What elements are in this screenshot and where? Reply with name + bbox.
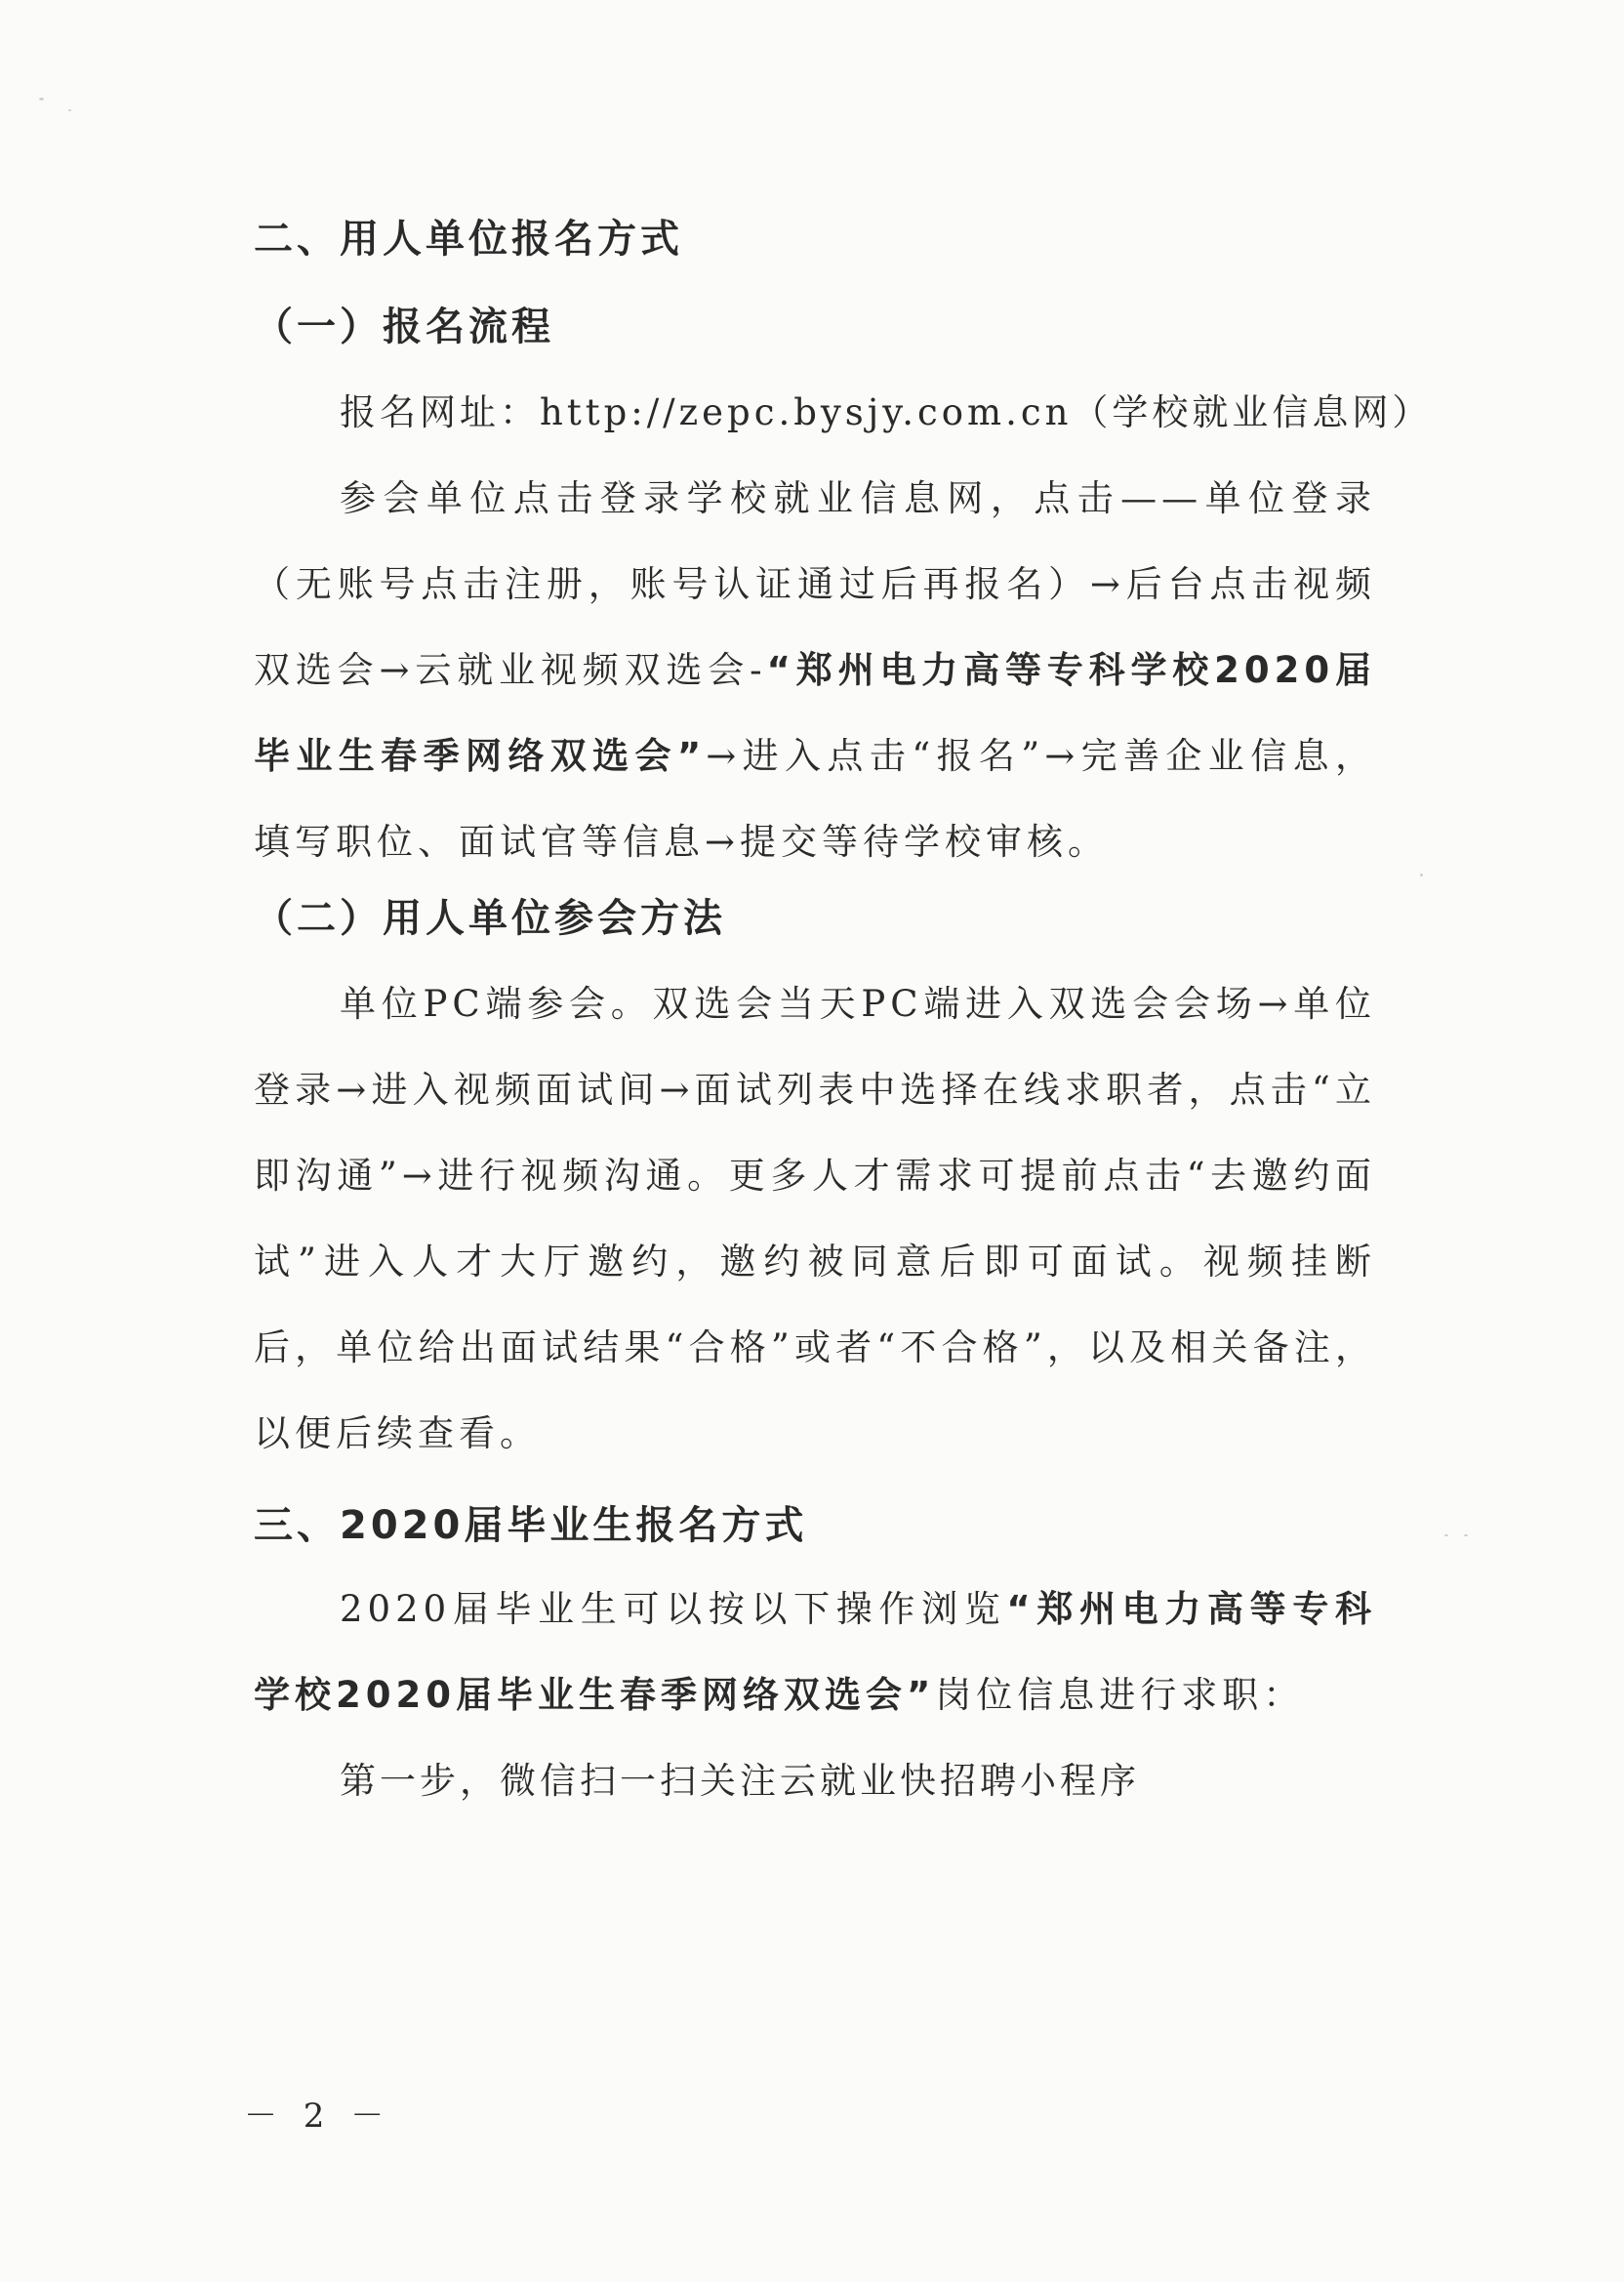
scan-speck: [1420, 874, 1423, 876]
flow-text-a: 参会单位点击登录学校就业信息网，点击——单位登录（无账号点击注册，账号认证通过后再报名）→后台点击视频双选会→云就业视频双选会-: [254, 477, 1376, 691]
page-number: － 2 －: [244, 2097, 392, 2136]
flow-text-b: →进入点击“报名”→完善企业信息，填写职位、面试官等信息→提交等待学校审核。: [254, 735, 1376, 863]
subheading-registration-process: （一）报名流程: [254, 305, 554, 349]
fair-name-bold: “郑州电力高等专科学校2020届毕业生春季网络双选会”: [254, 1588, 1376, 1716]
scan-speck: [39, 98, 44, 101]
scan-speck: [1444, 1534, 1448, 1536]
section-heading-employer-registration: 二、用人单位报名方式: [254, 217, 683, 262]
subheading-participation-method: （二）用人单位参会方法: [254, 896, 726, 941]
fair-name-bold: “郑州电力高等专科学校2020届毕业生春季网络双选会”: [254, 649, 1376, 777]
intro-text-b: 岗位信息进行求职：: [935, 1674, 1305, 1716]
registration-flow-paragraph: [254, 456, 1376, 885]
scan-speck: [68, 109, 71, 111]
scan-speck: [1464, 1534, 1468, 1536]
registration-site-line: 报名网址：http://zepc.bysjy.com.cn（学校就业信息网）: [340, 391, 1433, 433]
intro-text-a: 2020届毕业生可以按以下操作浏览: [340, 1588, 1007, 1630]
graduate-intro-paragraph: [254, 1567, 1376, 1738]
step-one-line: 第一步，微信扫一扫关注云就业快招聘小程序: [340, 1760, 1140, 1802]
section-heading-graduate-registration: 三、2020届毕业生报名方式: [254, 1503, 808, 1548]
participation-method-paragraph: 单位PC端参会。双选会当天PC端进入双选会会场→单位登录→进入视频面试间→面试列表中选择在线求职者，点击“立即沟通”→进行视频沟通。更多人才需求可提前点击“去邀约面试”进入人才大厅邀约，邀约被同意后即可面试。视频挂断后，单位给出面试结果“合格”或者“不合格”，以及相关备注，以便后续查看。: [254, 983, 1376, 1454]
document-body: [254, 210, 1433, 1824]
